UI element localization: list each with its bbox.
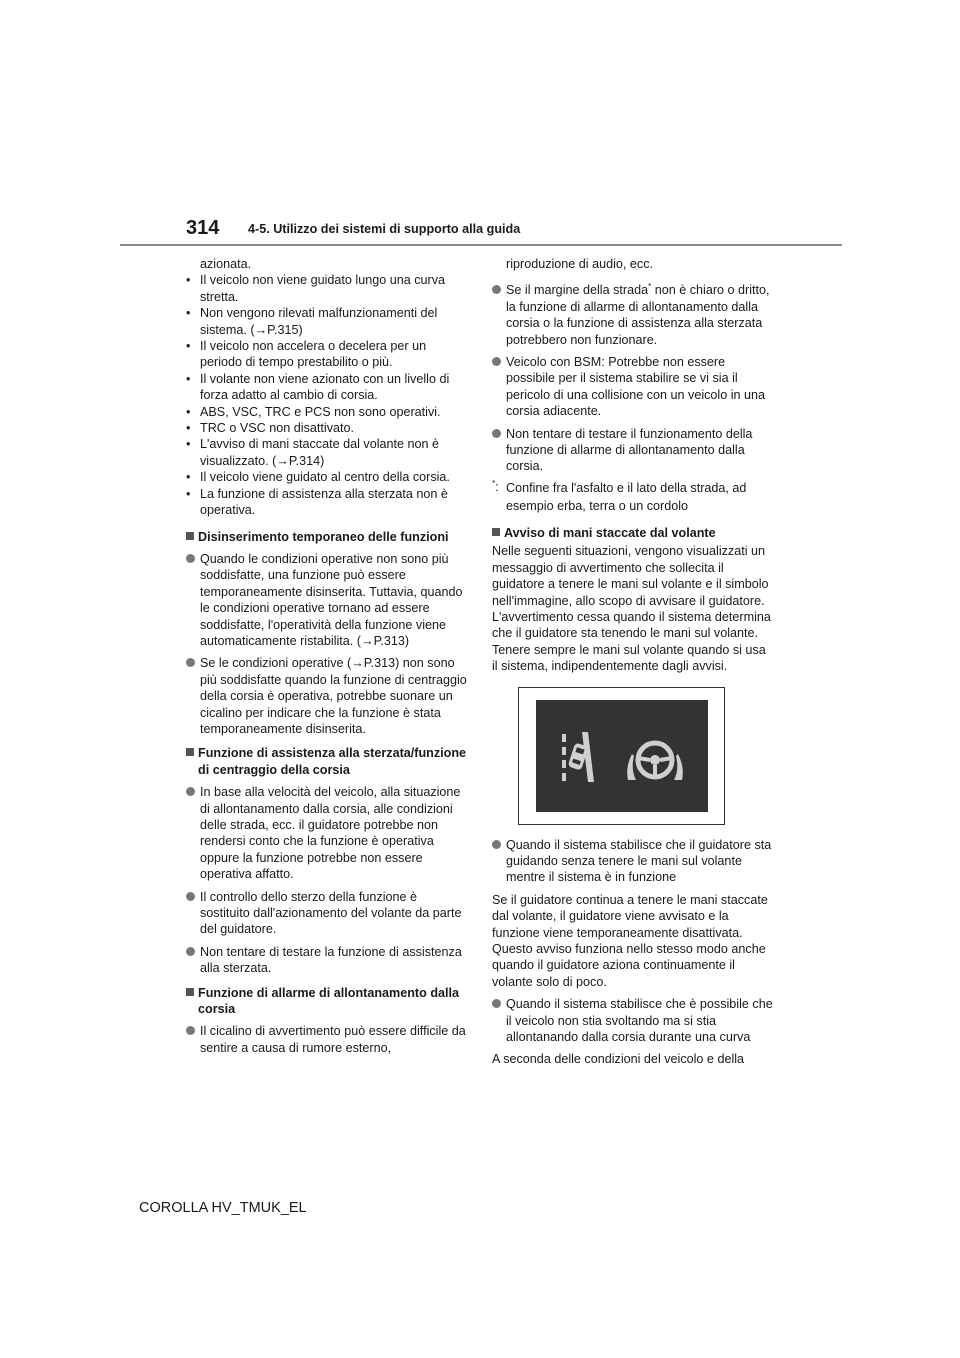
paragraph: A seconda delle condizioni del veicolo e della: [492, 1052, 745, 1067]
condition-item: [186, 371, 468, 404]
continued-text: riproduzione di audio, ecc.: [506, 257, 654, 271]
header-rule: [120, 244, 842, 246]
dash-marker: •: [186, 339, 191, 354]
condition-item: [186, 436, 468, 469]
steering-wheel-hands-icon: [627, 743, 683, 780]
dash-marker: •: [186, 486, 191, 501]
bullet-dot: [186, 1026, 195, 1035]
condition-item: [186, 404, 468, 420]
condition-text: Il veicolo non viene guidato lungo una curva stretta.: [200, 273, 446, 304]
condition-text: Non vengono rilevati malfunzionamenti del sistema. (→P.315): [200, 306, 438, 337]
lane-departure-icon: [562, 732, 594, 782]
bullet-item: [186, 1023, 468, 1056]
condition-item: [186, 420, 468, 436]
condition-text: Il volante non viene azionato con un livello di forza adatto al cambio di corsia.: [200, 371, 450, 403]
footnote-mark: [492, 479, 499, 495]
footnote-colon: :: [495, 479, 499, 494]
condition-text: La funzione di assistenza alla sterzata non è operativa.: [200, 486, 448, 518]
bullet-item: [186, 944, 468, 977]
bullet-dot: [186, 892, 195, 901]
chapter-title: 4-5. Utilizzo dei sistemi di supporto alla guida: [248, 222, 521, 236]
condition-text: Il veicolo non accelera o decelera per un periodo di tempo prestabilito o più.: [200, 339, 427, 370]
dash-marker: •: [186, 273, 191, 288]
display-icons: [536, 700, 708, 812]
section-heading: [186, 529, 468, 545]
bullet-dot: [186, 947, 195, 956]
bullet-dot: [186, 658, 195, 667]
right-column: [492, 256, 774, 1068]
dash-marker: •: [186, 470, 191, 485]
section-heading-text: Disinserimento temporaneo delle funzioni: [198, 529, 449, 544]
page-number: 314: [186, 217, 220, 239]
left-column: [186, 256, 468, 1056]
condition-item: [186, 338, 468, 371]
condition-text: TRC o VSC non disattivato.: [200, 421, 354, 436]
condition-item: [186, 486, 468, 519]
bullet-text: In base alla velocità del veicolo, alla situazione di allontanamento dalla corsia, alle condizioni delle strada, ecc. il guidatore potrebbe non rendersi conto che la funzione è operativa oppure la funzione potrebbe non essere operativa affatto.: [200, 785, 461, 882]
bullet-dot: [492, 840, 501, 849]
bullet-text-post: non è chiaro o dritto, la funzione di allarme di allontanamento dalla corsia o la funzione di assistenza alla sterzata potrebbero non funzionare.: [506, 283, 770, 347]
bullet-dot: [186, 554, 195, 563]
condition-text: Il veicolo viene guidato al centro della corsia.: [200, 470, 450, 485]
condition-text: L'avviso di mani staccate dal volante non è visualizzato. (→P.314): [200, 437, 440, 468]
hands-off-warning-figure: [518, 687, 725, 825]
section-heading: [186, 745, 468, 778]
dash-marker: •: [186, 421, 191, 436]
footnote-star: *: [492, 478, 496, 488]
section-heading-text: Funzione di allarme di allontanamento dalla corsia: [198, 985, 460, 1017]
condition-text: ABS, VSC, TRC e PCS non sono operativi.: [200, 404, 441, 419]
paragraph: Nelle seguenti situazioni, vengono visualizzati un messaggio di avvertimento che sollecita il guidatore a tenere le mani sul volante e il simbolo nell'immagine, allo scopo di avvisare il guidatore. L'avvertimento cessa quando il sistema determina che il guidatore sta tenendo le mani sul volante. Tenere sempre le mani sul volante quando si usa il sistema, indipendentemente dagli avvisi.: [492, 544, 771, 674]
square-marker: [186, 748, 194, 756]
section-heading-text: Funzione di assistenza alla sterzata/funzione di centraggio della corsia: [198, 746, 467, 777]
dash-marker: •: [186, 437, 191, 452]
square-marker: [186, 532, 194, 540]
bullet-item: [186, 655, 468, 737]
bullet-dot: [492, 285, 501, 294]
bullet-dot: [186, 787, 195, 796]
continued-text: azionata.: [200, 257, 252, 271]
bullet-text: Non tentare di testare la funzione di assistenza alla sterzata.: [200, 944, 462, 976]
paragraph: Se il guidatore continua a tenere le mani staccate dal volante, il guidatore viene avvisato e la funzione viene temporaneamente disattivata. Questo avviso funziona nello stesso modo anche quando il guidatore aziona continuamente il volante solo di poco.: [492, 892, 768, 989]
multi-information-display: [536, 700, 708, 812]
bullet-item: [186, 551, 468, 649]
dash-marker: •: [186, 371, 191, 386]
bullet-item: [492, 354, 774, 420]
section-heading-text: Avviso di mani staccate dal volante: [504, 525, 716, 540]
bullet-text: Il controllo dello sterzo della funzione è sostituito dall'azionamento del volante da parte del guidatore.: [200, 889, 462, 937]
square-marker: [492, 528, 500, 536]
bullet-text: Quando il sistema stabilisce che il guidatore sta guidando senza tenere le mani sul volante mentre il sistema è in funzione: [506, 837, 772, 885]
bullet-item: [492, 837, 774, 886]
bullet-text: Quando le condizioni operative non sono più soddisfatte, una funzione può essere temporaneamente disinserita. Tuttavia, quando le condizioni operative tornano ad essere soddisfatte, l'operatività della funzione viene automaticamente ristabilita. (→P.313): [200, 551, 463, 648]
condition-item: [186, 469, 468, 485]
footnote-ref: *: [648, 282, 652, 292]
bullet-item: [492, 282, 774, 348]
bullet-text-pre: Se il margine della strada: [506, 283, 649, 298]
footnote: [492, 479, 774, 515]
dash-marker: •: [186, 404, 191, 419]
bullet-dot: [492, 999, 501, 1008]
section-heading: [492, 525, 774, 541]
bullet-text: Non tentare di testare il funzionamento della funzione di allarme di allontanamento dalla corsia.: [506, 426, 753, 474]
condition-item: [186, 305, 468, 338]
condition-item: [186, 272, 468, 305]
bullet-text: Il cicalino di avvertimento può essere difficile da sentire a causa di rumore esterno,: [200, 1024, 466, 1055]
dash-marker: •: [186, 306, 191, 321]
bullet-dot: [492, 429, 501, 438]
footnote-text: Confine fra l'asfalto e il lato della strada, ad esempio erba, terra o un cordolo: [506, 480, 747, 513]
bullet-item: [492, 426, 774, 475]
model-code: COROLLA HV_TMUK_EL: [139, 1200, 307, 1216]
bullet-text: Veicolo con BSM: Potrebbe non essere possibile per il sistema stabilire se vi sia il pericolo di una collisione con un veicolo in una corsia adiacente.: [506, 355, 766, 419]
bullet-dot: [492, 357, 501, 366]
square-marker: [186, 988, 194, 996]
bullet-item: [492, 996, 774, 1045]
bullet-text: Se le condizioni operative (→P.313) non sono più soddisfatte quando la funzione di centraggio della corsia è operativa, potrebbe suonare un cicalino per indicare che la funzione è stata temporaneamente disinserita.: [200, 656, 467, 736]
section-heading: [186, 985, 468, 1018]
bullet-item: [186, 889, 468, 938]
bullet-item: [186, 784, 468, 882]
bullet-text: Quando il sistema stabilisce che è possibile che il veicolo non stia svoltando ma si stia allontanando dalla corsia durante una curva: [506, 997, 773, 1044]
